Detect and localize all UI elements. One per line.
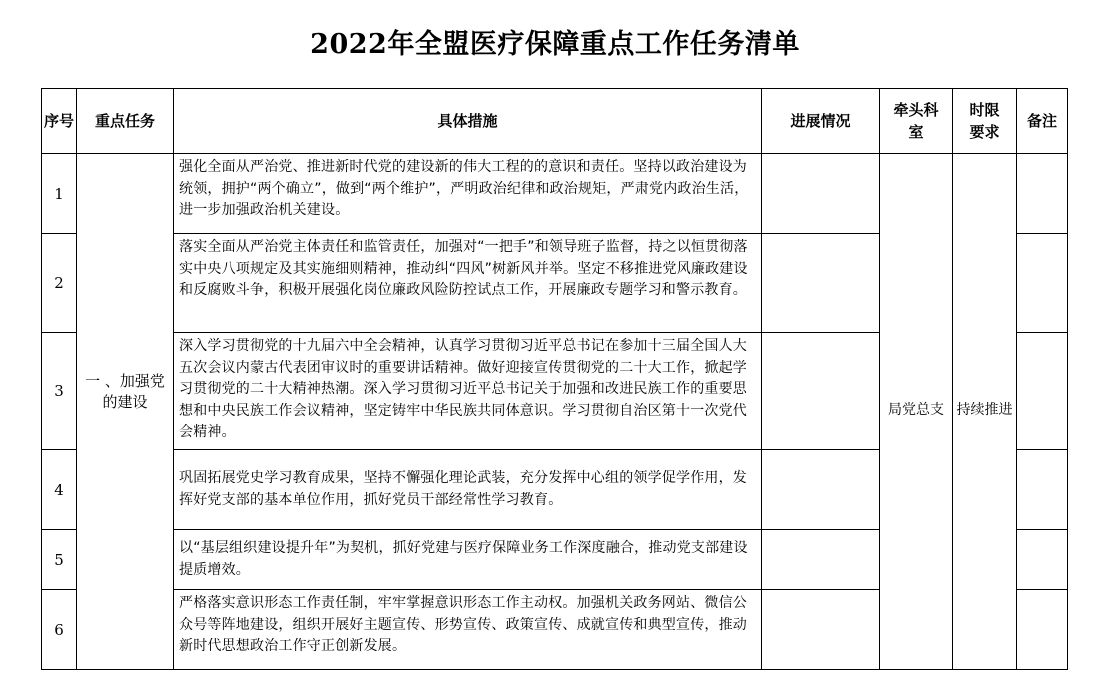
- row-notes: [1017, 333, 1068, 450]
- table-row: [42, 154, 1068, 234]
- task-table: [41, 88, 1068, 670]
- header-progress: 进展情况: [762, 89, 880, 154]
- row-measure: 巩固拓展党史学习教育成果，坚持不懈强化理论武装，充分发挥中心组的领学促学作用，发挥好党支部的基本单位作用，抓好党员干部经常性学习教育。: [174, 450, 762, 530]
- row-seq: 6: [42, 590, 77, 670]
- row-measure: 以“基层组织建设提升年”为契机，抓好党建与医疗保障业务工作深度融合，推动党支部建设提质增效。: [174, 530, 762, 590]
- row-seq: 3: [42, 333, 77, 450]
- row-measure: 深入学习贯彻党的十九届六中全会精神，认真学习贯彻习近平总书记在参加十三届全国人大五次会议内蒙古代表团审议时的重要讲话精神。做好迎接宣传贯彻党的二十大工作，掀起学习贯彻党的二十大精神热潮。深入学习贯彻习近平总书记关于加强和改进民族工作的重要思想和中央民族工作会议精神，坚定铸牢中华民族共同体意识。学习贯彻自治区第十一次党代会精神。: [174, 333, 762, 450]
- row-measure: 落实全面从严治党主体责任和监管责任，加强对“一把手”和领导班子监督，持之以恒贯彻落实中央八项规定及其实施细则精神，推动纠“四风”树新风并举。坚定不移推进党风廉政建设和反腐败斗争，积极开展强化岗位廉政风险防控试点工作，开展廉政专题学习和警示教育。: [174, 234, 762, 333]
- row-progress: [762, 450, 880, 530]
- page-title: 2022年全盟医疗保障重点工作任务清单: [310, 29, 800, 60]
- row-seq: 5: [42, 530, 77, 590]
- header-lead-dept: 牵头科室: [880, 89, 953, 154]
- row-progress: [762, 154, 880, 234]
- row-progress: [762, 530, 880, 590]
- row-notes: [1017, 530, 1068, 590]
- row-notes: [1017, 450, 1068, 530]
- row-progress: [762, 590, 880, 670]
- lead-dept-cell: 局党总支: [880, 154, 953, 670]
- header-seq: 序号: [42, 89, 77, 154]
- row-measure: 强化全面从严治党、推进新时代党的建设新的伟大工程的的意识和责任。坚持以政治建设为统领，拥护“两个确立”，做到“两个维护”，严明政治纪律和政治规矩，严肃党内政治生活，进一步加强政治机关建设。: [174, 154, 762, 234]
- row-progress: [762, 333, 880, 450]
- deadline-cell: 持续推进: [953, 154, 1017, 670]
- header-notes: 备注: [1017, 89, 1068, 154]
- header-deadline: 时限要求: [953, 89, 1017, 154]
- row-seq: 4: [42, 450, 77, 530]
- header-task: 重点任务: [77, 89, 174, 154]
- row-seq: 1: [42, 154, 77, 234]
- row-measure: 严格落实意识形态工作责任制，牢牢掌握意识形态工作主动权。加强机关政务网站、微信公众号等阵地建设，组织开展好主题宣传、形势宣传、政策宣传、成就宣传和典型宣传，推动新时代思想政治工作守正创新发展。: [174, 590, 762, 670]
- row-seq: 2: [42, 234, 77, 333]
- header-row: [42, 89, 1068, 154]
- row-notes: [1017, 154, 1068, 234]
- header-measures: 具体措施: [174, 89, 762, 154]
- row-progress: [762, 234, 880, 333]
- task-cell: 一 、加强党的建设: [77, 154, 174, 670]
- row-notes: [1017, 234, 1068, 333]
- row-notes: [1017, 590, 1068, 670]
